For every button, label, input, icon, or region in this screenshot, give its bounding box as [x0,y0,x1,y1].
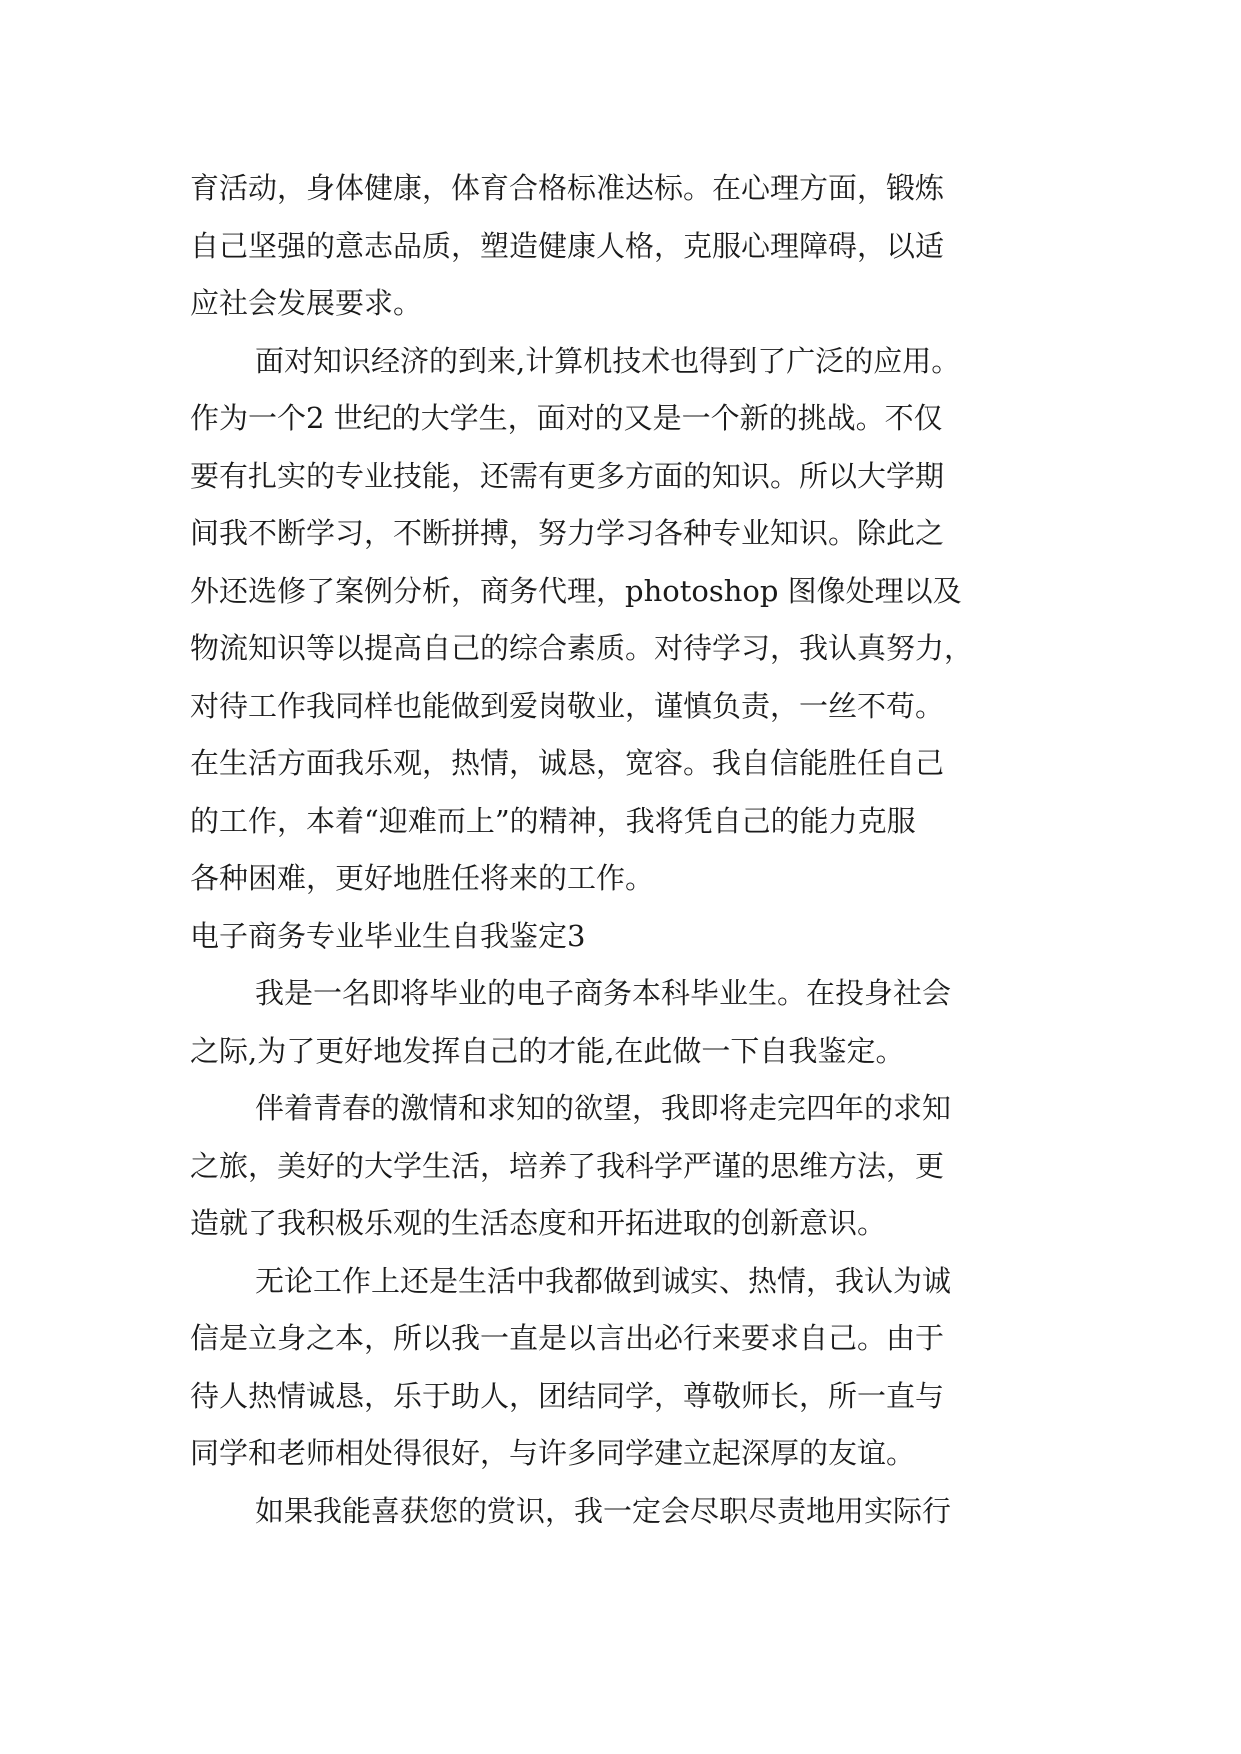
text-line: 之旅，美好的大学生活，培养了我科学严谨的思维方法，更 [190,1148,945,1183]
paragraph-first-line: 如果我能喜获您的赏识，我一定会尽职尽责地用实际行 [255,1493,952,1528]
section-heading: 电子商务专业毕业生自我鉴定3 [190,918,586,953]
text-line: 之际,为了更好地发挥自己的才能,在此做一下自我鉴定。 [190,1033,905,1068]
text-line: 育活动，身体健康，体育合格标准达标。在心理方面，锻炼 [190,171,945,205]
text-line: 各种困难，更好地胜任将来的工作。 [190,861,655,895]
paragraph-first-line: 伴着青春的激情和求知的欲望，我即将走完四年的求知 [255,1091,952,1125]
text-line: 同学和老师相处得很好，与许多同学建立起深厚的友谊。 [190,1436,916,1470]
text-line: 间我不断学习，不断拼搏，努力学习各种专业知识。除此之 [190,516,945,550]
text-line: 物流知识等以提高自己的综合素质。对待学习，我认真努力， [190,631,974,665]
text-line: 待人热情诚恳，乐于助人，团结同学，尊敬师长，所一直与 [190,1378,945,1413]
document-body [190,160,1060,1540]
paragraph-first-line: 面对知识经济的到来,计算机技术也得到了广泛的应用。 [255,343,961,378]
text-line: 信是立身之本，所以我一直是以言出必行来要求自己。由于 [190,1321,945,1355]
text-line: 对待工作我同样也能做到爱岗敬业，谨慎负责，一丝不苟。 [190,688,945,723]
text-line: 的工作，本着“迎难而上”的精神，我将凭自己的能力克服 [190,803,916,838]
paragraph-first-line: 无论工作上还是生活中我都做到诚实、热情，我认为诚 [255,1263,952,1298]
text-line: 要有扎实的专业技能，还需有更多方面的知识。所以大学期 [190,458,945,493]
text-line: 作为一个2 世纪的大学生，面对的又是一个新的挑战。不仅 [190,401,943,435]
text-line: 外还选修了案例分析，商务代理，photoshop 图像处理以及 [190,573,962,608]
text-line: 在生活方面我乐观，热情，诚恳，宽容。我自信能胜任自己 [190,746,945,780]
text-line: 造就了我积极乐观的生活态度和开拓进取的创新意识。 [190,1206,887,1240]
paragraph-first-line: 我是一名即将毕业的电子商务本科毕业生。在投身社会 [255,976,952,1010]
text-line: 自己坚强的意志品质，塑造健康人格，克服心理障碍，以适 [190,228,945,263]
text-line: 应社会发展要求。 [190,286,423,320]
